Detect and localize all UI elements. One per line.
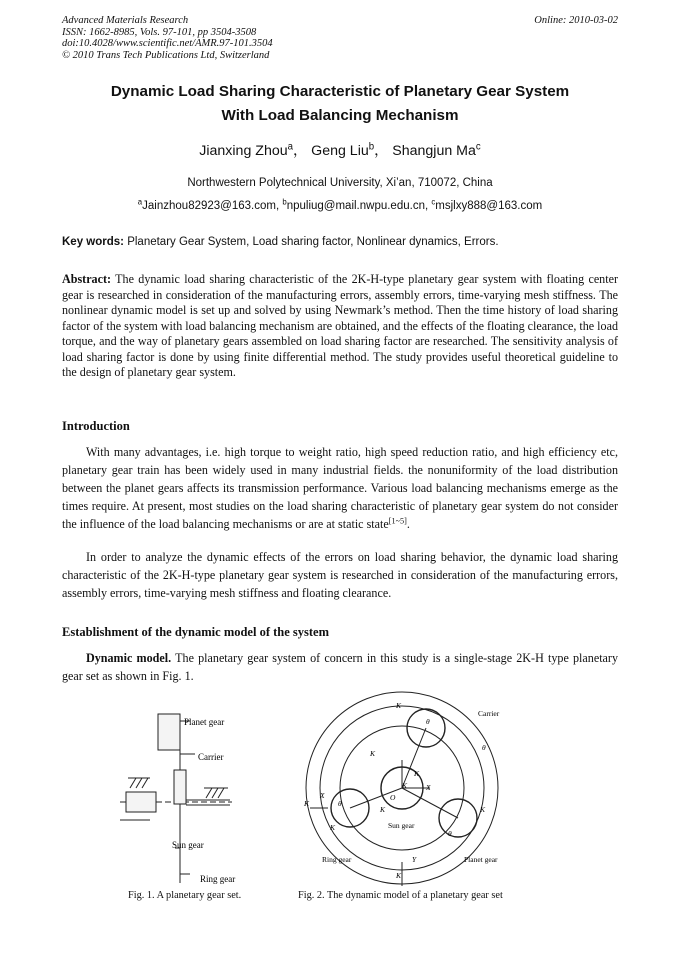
model-text: The planetary gear system of concern in this study is a single-stage 2K-H type planetary gear set as shown in Fig. 1. <box>62 651 618 684</box>
input-hub <box>126 792 156 812</box>
author-mark: c <box>475 141 481 153</box>
fig2-symbol-x: X <box>426 783 431 792</box>
fig2-label-carrier: Carrier <box>478 709 500 718</box>
fig2-symbol-theta: θ <box>482 743 486 752</box>
fig2-label-planet: Planet gear <box>464 855 498 864</box>
title-line-2: With Load Balancing Mechanism <box>221 107 459 124</box>
issn-line: ISSN: 1662-8985, Vols. 97-101, pp 3504-3508 <box>62 26 257 38</box>
email-address[interactable]: msjlxy888@163.com <box>435 200 543 212</box>
fig1-caption: Fig. 1. A planetary gear set. <box>128 890 242 901</box>
email-mark: c <box>431 197 436 207</box>
abstract-text: The dynamic load sharing characteristic of the 2K-H-type planetary gear system with floating center gear is researched in consideration of the manufacturing errors, assembly errors, time-varying mesh stiffness. The nonlinear dynamic model is set up and solved by using Newmark’s method. Then the time history of load sharing factor of the system with load balancing mechanism are obtained, and the effects of the floating clearance, the load torque, and the way of planetary gears assembled on load sharing factor are researched. The sensitivity analysis of load sharing factor is done by using finite differential method. The study provides useful theoretical guideline to the design of planetary gear system. <box>62 272 618 379</box>
fig2-label-ring: Ring gear <box>322 855 352 864</box>
copyright-line: © 2010 Trans Tech Publications Ltd, Switzerland <box>62 49 270 61</box>
fig2-symbol-theta: θ <box>448 829 452 838</box>
email-mark: a <box>137 197 143 207</box>
intro-p1-end: . <box>406 517 410 532</box>
citation: [1~5] <box>388 516 407 526</box>
fig2-label-sun: Sun gear <box>388 821 415 830</box>
fig2-symbol-k: K <box>414 769 420 778</box>
fig2-symbol-k: K <box>396 701 402 710</box>
fig2-symbol-o: O <box>390 793 396 802</box>
fig2-symbol-k: K <box>396 871 402 880</box>
intro-paragraph-1 <box>62 443 618 533</box>
email-address[interactable]: npuliug@mail.nwpu.edu.cn, <box>286 200 432 212</box>
figure-2-diagram <box>302 690 512 888</box>
fig2-symbol-theta: θ <box>426 717 430 726</box>
online-date: Online: 2010-03-02 <box>534 15 618 26</box>
keywords-text: Planetary Gear System, Load sharing factor, Nonlinear dynamics, Errors. <box>124 236 499 248</box>
model-subheading: Dynamic model. <box>86 651 172 665</box>
figure-1-diagram <box>120 708 280 888</box>
doi-line: doi:10.4028/www.scientific.net/AMR.97-101.3504 <box>62 38 273 50</box>
fig2-symbol-k: K <box>330 823 336 832</box>
fig1-label-ring: Ring gear <box>200 874 236 884</box>
affiliation: Northwestern Polytechnical University, Xi’an, 710072, China <box>187 177 493 189</box>
author-mark: b <box>368 141 375 153</box>
abstract-label: Abstract: <box>62 272 112 286</box>
author-list <box>62 140 618 160</box>
author-separator: ， <box>293 143 308 159</box>
title-line-1: Dynamic Load Sharing Characteristic of Planetary Gear System <box>110 83 570 100</box>
fig2-symbol-k: K <box>480 805 486 814</box>
planet-gear-3 <box>439 799 477 837</box>
model-heading: Establishment of the dynamic model of the system <box>62 625 330 639</box>
fig1-label-sun: Sun gear <box>172 840 204 850</box>
author-mark: a <box>287 141 293 153</box>
email-list <box>62 197 618 212</box>
running-header <box>62 15 618 61</box>
journal-name: Advanced Materials Research <box>62 15 189 26</box>
fig2-symbol-y: Y <box>412 855 417 864</box>
model-paragraph <box>62 649 618 685</box>
introduction-heading: Introduction <box>62 419 130 433</box>
keywords <box>62 236 618 248</box>
email-mark: b <box>282 197 287 207</box>
fig2-symbol-k: K <box>370 749 376 758</box>
email-address[interactable]: Jainzhou82923@163.com, <box>142 200 283 212</box>
author-name: Geng Liu <box>311 143 369 159</box>
fig2-caption: Fig. 2. The dynamic model of a planetary gear set <box>298 890 503 901</box>
fig2-symbol-theta: θ <box>338 799 342 808</box>
author-name: Shangjun Ma <box>392 143 476 159</box>
keywords-label: Key words: <box>62 236 124 248</box>
fig2-symbol-k: K <box>402 781 408 790</box>
fig2-symbol-x: X <box>320 791 325 800</box>
fig1-label-planet: Planet gear <box>184 717 225 727</box>
fig2-symbol-k: K <box>380 805 386 814</box>
fig1-label-carrier: Carrier <box>198 752 224 762</box>
paper-title <box>62 80 618 128</box>
planet-gear-block <box>158 714 180 750</box>
abstract <box>62 272 618 381</box>
author-name: Jianxing Zhou <box>199 143 288 159</box>
fig2-symbol-k: K <box>304 799 310 808</box>
intro-p1-text: With many advantages, i.e. high torque to weight ratio, high speed reduction ratio, and high efficiency etc, planetary gear train has been widely used in many industrial fields. the nonuniformity of the load distribution between the planet gears affects its transmission performance. Various load balancing mechanisms emerge as the times require. At present, most studies on the load sharing characteristic of planetary gear system do not consider the influence of the load balancing mechanisms or are at static state <box>62 445 618 532</box>
sun-gear-block <box>174 770 186 804</box>
author-separator: ， <box>374 143 389 159</box>
intro-paragraph-2: In order to analyze the dynamic effects of the errors on load sharing behavior, the dynamic load sharing characteristic of the 2K-H-type planetary gear system is researched in consideration of the manufacturing errors, assembly errors, time-varying mesh stiffness and floating clearance. <box>62 550 618 601</box>
